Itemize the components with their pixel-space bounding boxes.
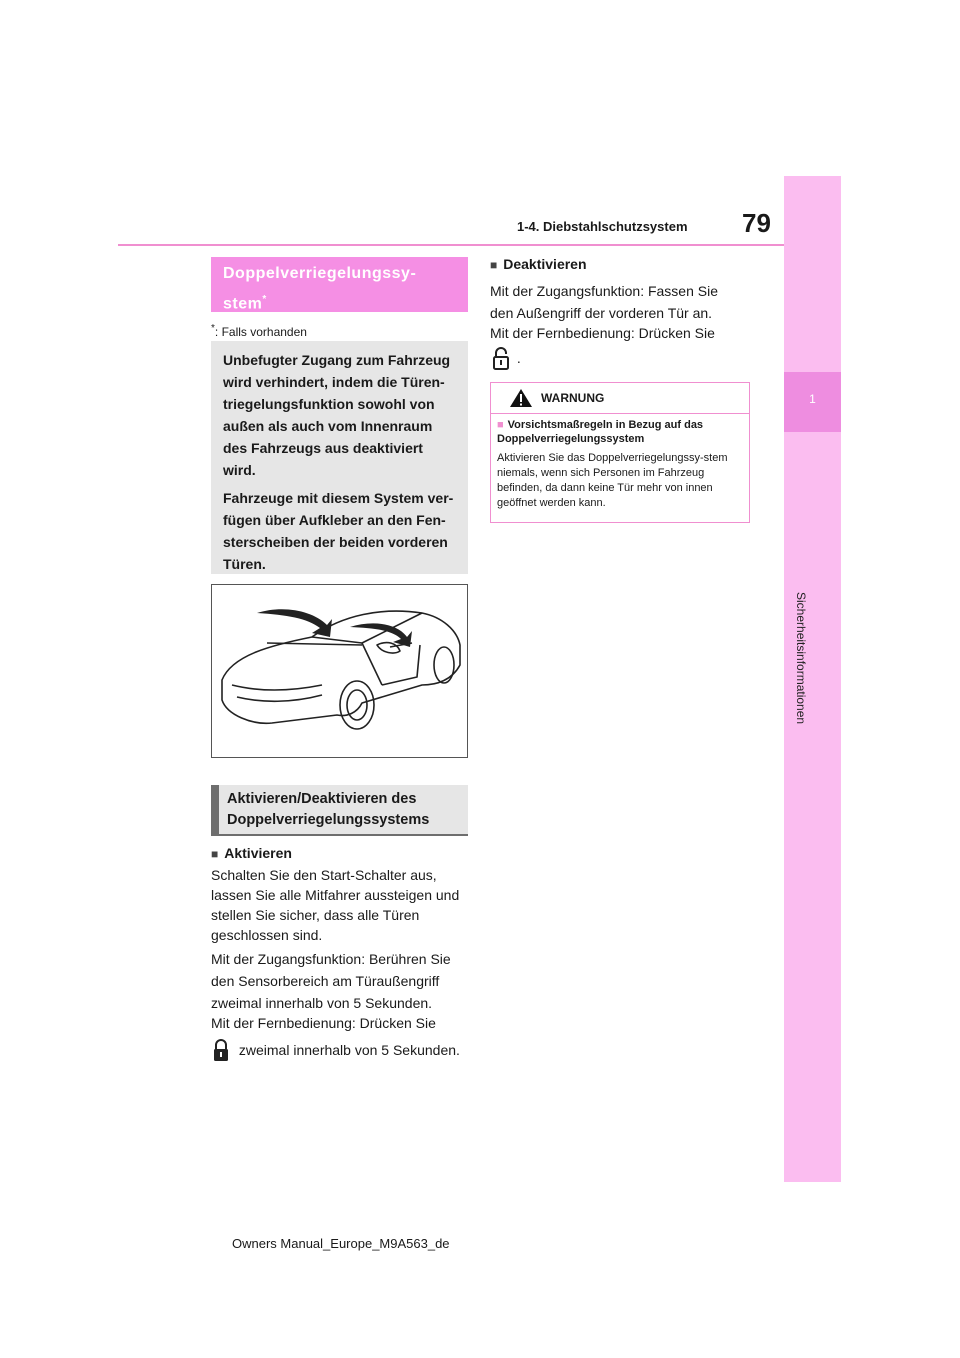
warning-triangle-icon	[509, 388, 533, 408]
car-drawing	[212, 585, 467, 757]
header-rule	[118, 244, 784, 246]
activate-line-lock	[213, 1038, 473, 1062]
section-heading-double-lock	[211, 257, 468, 312]
section-heading-activate-deactivate: Aktivieren/Deaktivieren des Doppelverriegelungssystems	[211, 785, 468, 836]
footnote-text: : Falls vorhanden	[214, 325, 307, 339]
warning-title: WARNUNG	[541, 391, 605, 405]
activate-paragraph-2: Mit der Zugangsfunktion: Berühren Sie den Sensorbereich am Türaußengriff zweimal innerhalb von 5 Sekunden.	[211, 951, 451, 1011]
intro-paragraph-2: Fahrzeuge mit diesem System ver-fügen über Aufkleber an den Fen-sterscheiben der beiden vorderen Türen.	[223, 490, 454, 572]
deactivate-line-unlock	[493, 346, 521, 370]
deactivate-line-unlock-text: .	[516, 350, 521, 366]
heading-footnote-mark: *	[262, 294, 267, 305]
section-title: 1-4. Diebstahlschutzsystem	[517, 219, 688, 234]
lock-icon	[213, 1038, 229, 1062]
warning-text: Aktivieren Sie das Doppelverriegelungssy-stem niemals, wenn sich Personen im Fahrzeug befinden, da dann keine Tür mehr von innen geöffnet werden kann.	[497, 452, 728, 509]
chapter-label-text: Sicherheitsinformationen	[794, 592, 808, 725]
page-number: 79	[742, 208, 771, 238]
car-illustration	[211, 584, 468, 758]
chapter-label	[790, 592, 810, 732]
deactivate-paragraph-1: Mit der Zugangsfunktion: Fassen Sie den Außengriff der vorderen Tür an.	[490, 283, 719, 321]
unlock-icon	[493, 346, 509, 370]
intro-paragraph-1: Unbefugter Zugang zum Fahrzeug wird verhindert, indem die Türen-triegelungsfunktion sowohl von außen als auch vom Innenraum des Fahrzeugs aus deaktiviert wird.	[223, 352, 451, 478]
warning-subtitle-text: Vorsichtsmaßregeln in Bezug auf das Doppelverriegelungssystem	[497, 419, 704, 445]
activate-paragraph-3: Mit der Fernbedienung: Drücken Sie	[211, 1015, 436, 1031]
warning-subtitle: ■ Vorsichtsmaßregeln in Bezug auf das Doppelverriegelungssystem	[497, 419, 704, 445]
intro-box	[211, 341, 468, 574]
deactivate-paragraph-2: Mit der Fernbedienung: Drücken Sie	[490, 325, 715, 341]
footer-text: Owners Manual_Europe_M9A563_de	[232, 1236, 450, 1251]
deactivate-title: ■ Deaktivieren	[490, 256, 587, 272]
activate-line-lock-text: zweimal innerhalb von 5 Sekunden.	[238, 1042, 460, 1058]
footnote	[211, 323, 307, 339]
warning-header	[491, 383, 749, 414]
footnote-mark: *	[211, 323, 215, 334]
activate-title: ■ Aktivieren	[211, 845, 292, 861]
warning-box	[490, 382, 750, 523]
heading-text: Doppelverriegelungssy-stem	[223, 265, 417, 313]
chapter-number: 1	[809, 392, 816, 406]
activate-paragraph-1: Schalten Sie den Start-Schalter aus, lassen Sie alle Mitfahrer aussteigen und stellen Sie sicher, dass alle Türen geschlossen sind.	[211, 867, 460, 943]
